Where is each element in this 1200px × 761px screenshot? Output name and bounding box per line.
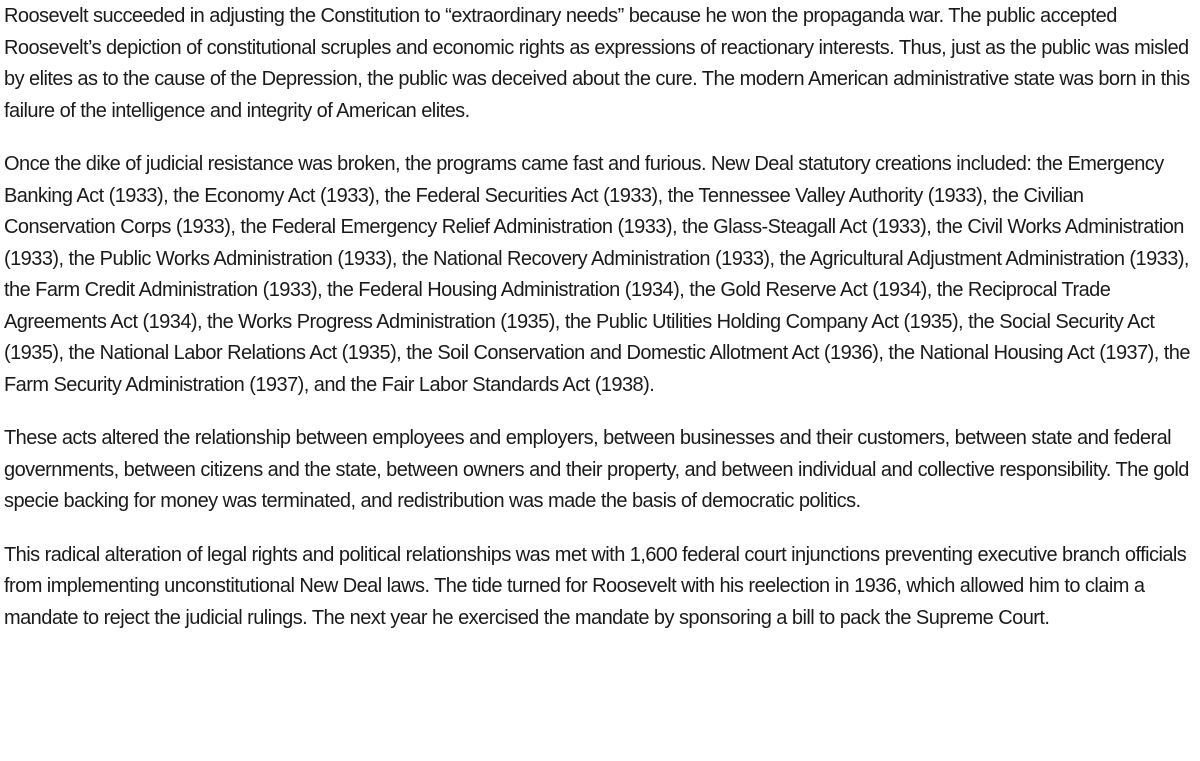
article-body bbox=[4, 0, 1196, 656]
article-paragraph: These acts altered the relationship between employees and employers, between businesses and their customers, between state and federal governments, between citizens and the state, between owners and their property, and between individual and collective responsibility. The gold specie backing for money was terminated, and redistribution was made the basis of democratic politics. bbox=[4, 427, 1189, 512]
article-paragraph: This radical alteration of legal rights and political relationships was met with 1,600 federal court injunctions preventing executive branch officials from implementing unconstitutional New Deal laws. The tide turned for Roosevelt with his reelection in 1936, which allowed him to claim a mandate to reject the judicial rulings. The next year he exercised the mandate by sponsoring a bill to pack the Supreme Court. bbox=[4, 543, 1187, 629]
article-paragraph: Once the dike of judicial resistance was broken, the programs came fast and furious. New Deal statutory creations included: the Emergency Banking Act (1933), the Economy Act (1933), the Federal Securities Act (1933), the Tennessee Valley Authority (1933), the Civilian Conservation Corps (1933), the Federal Emergency Relief Administration (1933), the Glass-Steagall Act (1933), the Civil Works Administration (1933), the Public Works Administration (1933), the National Recovery Administration (1933), the Agricultural Adjustment Administration (1933), the Farm Credit Administration (1933), the Federal Housing Administration (1934), the Gold Reserve Act (1934), the Reciprocal Trade Agreements Act (1934), the Works Progress Administration (1935), the Public Utilities Holding Company Act (1935), the Social Security Act (1935), the National Labor Relations Act (1935), the Soil Conservation and Domestic Allotment Act (1936), the National Housing Act (1937), the Farm Security Administration (1937), and the Fair Labor Standards Act (1938). bbox=[4, 153, 1190, 396]
article-paragraph: Roosevelt succeeded in adjusting the Constitution to “extraordinary needs” because he won the propaganda war. The public accepted Roosevelt’s depiction of constitutional scruples and economic rights as expressions of reactionary interests. Thus, just as the public was misled by elites as to the cause of the Depression, the public was deceived about the cure. The modern American administrative state was born in this failure of the intelligence and integrity of American elites. bbox=[4, 5, 1190, 122]
